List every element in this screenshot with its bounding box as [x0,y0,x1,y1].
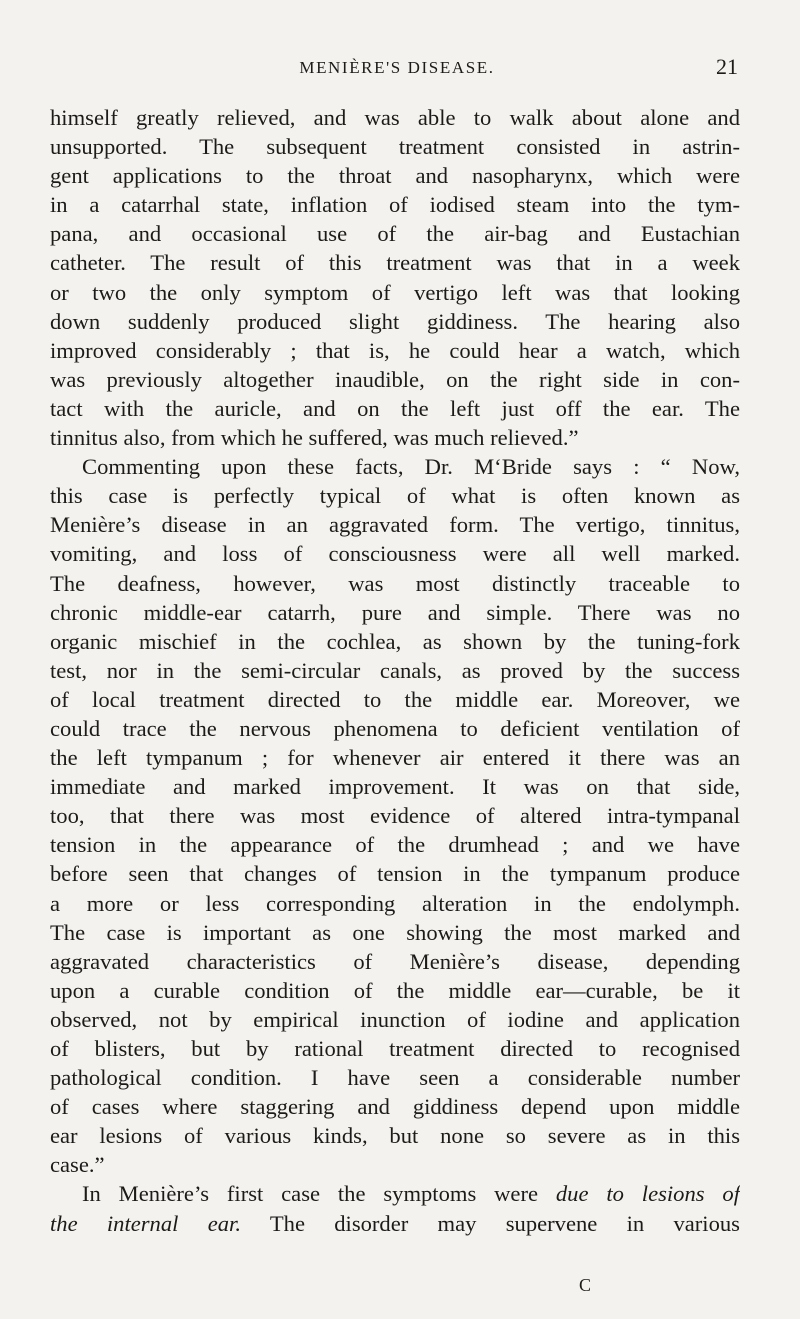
text-line [50,1179,740,1208]
text-line: of local treatment directed to the middle ear. Moreover, we [50,686,740,712]
text-line: Commenting upon these facts, Dr. M‘Bride says : “ Now, [82,454,740,480]
text-run: In Menière’s first case the symptoms were [82,1181,556,1207]
text-line: himself greatly relieved, and was able to walk about alone and [50,105,740,130]
text-line: gent applications to the throat and nasopharynx, which were [50,163,740,189]
text-line: a more or less corresponding alteration in the endolymph. [50,890,740,916]
text-line: tinnitus also, from which he suffered, was much relieved.” [50,425,579,451]
text-line: The case is important as one showing the most marked and [50,919,740,945]
text-line: organic mischief in the cochlea, as shown by the tuning-fork [50,628,740,654]
text-line: of cases where staggering and giddiness depend upon middle [50,1094,740,1120]
text-line: down suddenly produced slight giddiness. The hearing also [50,308,740,334]
text-line: vomiting, and loss of consciousness were all well marked. [50,541,740,567]
text-line: ear lesions of various kinds, but none so severe as in this [50,1123,740,1149]
text-line: pathological condition. I have seen a considerable number [50,1065,740,1091]
text-line: tension in the appearance of the drumhead ; and we have [50,832,740,858]
italic-phrase: the internal ear. [50,1210,241,1236]
page-number: 21 [716,54,738,79]
body-text [50,103,740,1238]
text-line [50,1209,740,1238]
text-line: tact with the auricle, and on the left just off the ear. The [50,395,740,421]
text-line: before seen that changes of tension in the tympanum produce [50,861,740,887]
text-line: immediate and marked improvement. It was on that side, [50,774,740,800]
text-line: The deafness, however, was most distinctly traceable to [50,570,740,596]
text-line: catheter. The result of this treatment was that in a week [50,250,740,276]
text-line: aggravated characteristics of Menière’s disease, depending [50,948,740,974]
italic-phrase: due to lesions of [555,1181,740,1207]
text-line: Menière’s disease in an aggravated form. The vertigo, tinnitus, [50,512,740,538]
text-line: in a catarrhal state, inflation of iodised steam into the tym- [50,192,740,218]
text-line: unsupported. The subsequent treatment consisted in astrin- [50,134,740,160]
text-line: of blisters, but by rational treatment directed to recognised [50,1036,740,1061]
text-line: could trace the nervous phenomena to deficient ventilation of [50,715,740,741]
text-line: chronic middle-ear catarrh, pure and simple. There was no [50,599,740,625]
text-line: too, that there was most evidence of altered intra-tympanal [50,803,740,829]
text-line: pana, and occasional use of the air-bag and Eustachian [50,221,740,247]
running-head: MENIÈRE'S DISEASE. [299,58,495,77]
text-line: was previously altogether inaudible, on the right side in con- [50,366,740,392]
text-line: improved considerably ; that is, he could hear a watch, which [50,337,740,363]
text-line: the left tympanum ; for whenever air entered it there was an [50,745,740,771]
text-line: test, nor in the semi-circular canals, as proved by the success [50,657,740,683]
text-line: or two the only symptom of vertigo left was that looking [50,279,740,305]
text-run: The disorder may supervene in various [240,1210,740,1236]
text-line: observed, not by empirical inunction of iodine and application [50,1006,740,1032]
text-line: this case is perfectly typical of what is often known as [50,483,740,509]
text-line: upon a curable condition of the middle ear—curable, be it [50,977,740,1003]
signature-mark: C [579,1275,593,1295]
text-line: case.” [50,1152,105,1178]
